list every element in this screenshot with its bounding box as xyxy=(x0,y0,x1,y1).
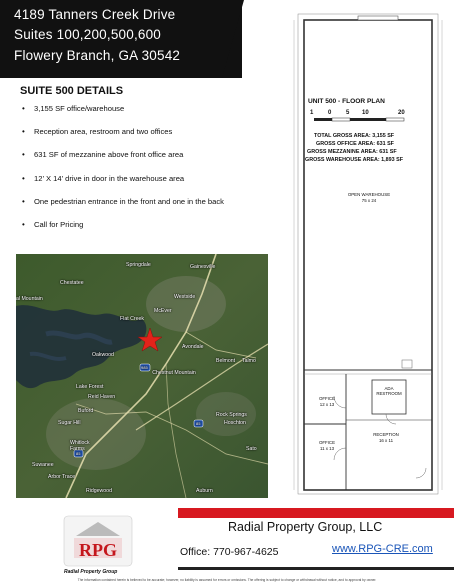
map-label: Rock Springs xyxy=(216,412,247,418)
details-list xyxy=(20,103,260,242)
room-size-warehouse: 75 x 24 xyxy=(361,198,377,203)
map-label: Chestnut Mountain xyxy=(152,370,196,376)
detail-item: • 12’ X 14’ drive in door in the warehouse area xyxy=(20,173,260,196)
shield-label: 85 xyxy=(76,451,81,456)
map-label: Whitlock Farms xyxy=(70,440,90,452)
room-label-office: OFFICE xyxy=(318,440,336,445)
map-label: Suwanee xyxy=(32,462,54,468)
rpg-logo-mark xyxy=(58,514,138,574)
firm-name: Radial Property Group, LLC xyxy=(228,520,383,534)
room-size-reception: 16 x 11 xyxy=(378,438,394,443)
room-size-office: 12 x 13 xyxy=(319,402,335,407)
footer-accent-bar xyxy=(178,508,454,518)
map-label: Arbor Trace xyxy=(48,474,76,480)
floor-plan xyxy=(276,8,450,500)
map-label: Flat Creek xyxy=(120,316,144,322)
map-label: Oakwood xyxy=(92,352,114,358)
room-label-restroom: ADA RESTROOM xyxy=(376,386,402,396)
shield-label: 85 xyxy=(196,421,201,426)
map-label: Avondale xyxy=(182,344,204,350)
footer-rule xyxy=(178,567,454,570)
floor-plan-title: UNIT 500 - FLOOR PLAN xyxy=(308,98,385,105)
rpg-logo xyxy=(58,514,138,574)
room-label-office: OFFICE xyxy=(318,396,336,401)
scale-tick: 20 xyxy=(398,110,405,116)
map-label: al Mountain xyxy=(16,296,43,302)
scale-tick: 0 xyxy=(328,110,332,116)
room-label-warehouse: OPEN WAREHOUSE xyxy=(347,192,391,197)
map-label: Auburn xyxy=(196,488,213,494)
address-city: Flowery Branch, GA 30542 xyxy=(14,48,181,63)
area-stat: GROSS OFFICE AREA: 631 SF xyxy=(316,141,394,147)
details-title: SUITE 500 DETAILS xyxy=(20,85,124,97)
map-label: Buford xyxy=(78,408,94,414)
area-stat: TOTAL GROSS AREA: 3,155 SF xyxy=(314,133,395,139)
scale-tick: 5 xyxy=(346,110,350,116)
map-label: Westside xyxy=(174,294,196,300)
map-label: Reid Haven xyxy=(88,394,116,400)
map-label: McEver xyxy=(154,308,172,314)
detail-item: • One pedestrian entrance in the front and one in the back xyxy=(20,196,260,219)
map-label: Lake Forest xyxy=(76,384,104,390)
website-link[interactable]: www.RPG-CRE.com xyxy=(332,543,433,555)
area-stat: GROSS WAREHOUSE AREA: 1,893 SF xyxy=(305,157,404,163)
logo-letters: RPG xyxy=(79,540,117,560)
address-street: 4189 Tanners Creek Drive xyxy=(14,7,176,22)
floor-plan-drawing xyxy=(276,8,450,500)
disclaimer: The information contained herein is believed to be accurate; however, no liability is assumed for errors or omissions. The offering is subject to change or withdrawal without notice, and to approval by owner. xyxy=(77,578,377,582)
area-stat: GROSS MEZZANINE AREA: 631 SF xyxy=(307,149,397,155)
map-label: Belmont xyxy=(216,358,236,364)
detail-item: • 3,155 SF office/warehouse xyxy=(20,103,260,126)
detail-item: • 631 SF of mezzanine above front office area xyxy=(20,149,260,172)
shield-label: 985 xyxy=(141,365,148,370)
map-label: Sato xyxy=(246,446,257,452)
scale-tick: 10 xyxy=(362,110,369,116)
map-label: Ridgewood xyxy=(86,488,112,494)
map-label: Springdale xyxy=(126,262,151,268)
address-suites: Suites 100,200,500,600 xyxy=(14,27,162,42)
header-notch xyxy=(222,0,244,78)
scale-tick: 1 xyxy=(310,110,314,116)
office-phone: Office: 770-967-4625 xyxy=(180,546,279,558)
map-label: Talmo xyxy=(242,358,256,364)
map-label: Chestatee xyxy=(60,280,84,286)
logo-tagline: Radial Property Group xyxy=(64,569,118,575)
detail-item: • Reception area, restroom and two offices xyxy=(20,126,260,149)
map-label: Gainesville xyxy=(190,264,216,270)
location-map xyxy=(16,254,268,498)
room-size-office: 11 x 13 xyxy=(319,446,335,451)
map-label: Sugar Hill xyxy=(58,420,81,426)
detail-item: • Call for Pricing xyxy=(20,219,260,242)
room-label-reception: RECEPTION xyxy=(373,432,399,437)
map-label: Hoschton xyxy=(224,420,246,426)
